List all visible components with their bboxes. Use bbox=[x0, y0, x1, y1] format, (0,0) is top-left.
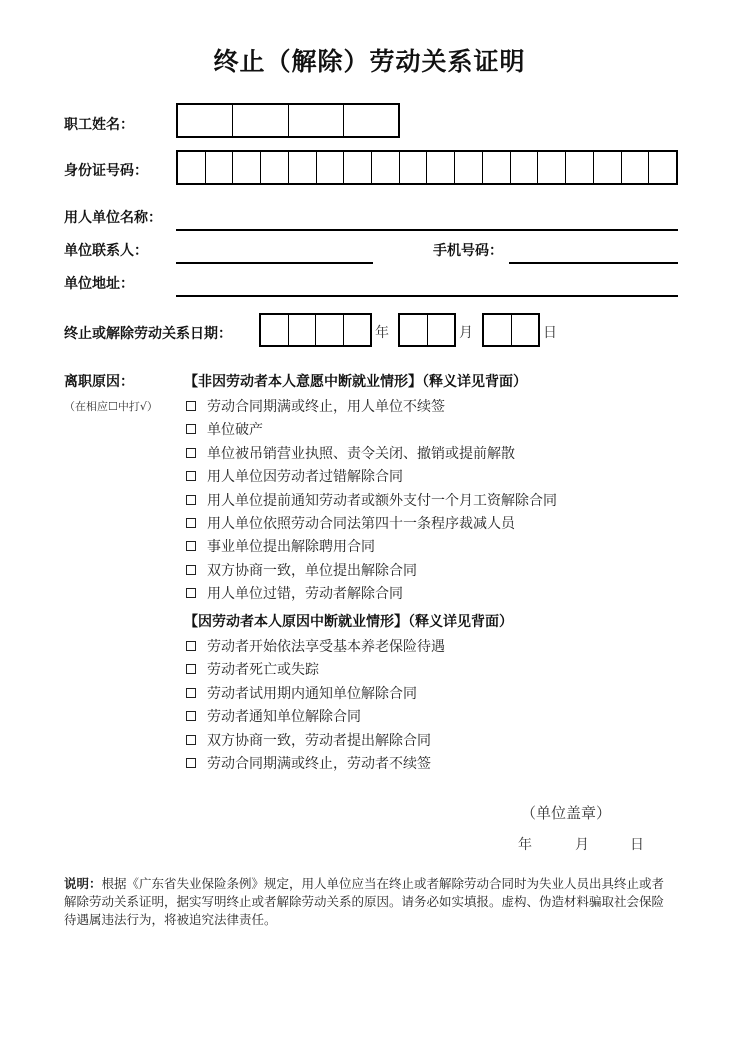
section2-option[interactable] bbox=[186, 730, 431, 750]
checkbox[interactable] bbox=[186, 711, 196, 721]
id-digit-box[interactable] bbox=[538, 152, 566, 183]
option-label: 双方协商一致，劳动者提出解除合同 bbox=[207, 732, 431, 749]
employee-name-label: 职工姓名： bbox=[64, 117, 134, 133]
section2-option[interactable] bbox=[186, 683, 417, 703]
option-label: 劳动者死亡或失踪 bbox=[207, 662, 319, 679]
digit-box[interactable] bbox=[289, 315, 317, 345]
checkbox[interactable] bbox=[186, 495, 196, 505]
option-label: 事业单位提出解除聘用合同 bbox=[207, 539, 375, 556]
checkbox[interactable] bbox=[186, 471, 196, 481]
id-digit-box[interactable] bbox=[317, 152, 345, 183]
section2-option[interactable] bbox=[186, 659, 319, 679]
day-boxes[interactable] bbox=[482, 313, 540, 347]
id-digit-box[interactable] bbox=[206, 152, 234, 183]
id-number-label: 身份证号码： bbox=[64, 163, 148, 179]
section1-option[interactable] bbox=[186, 583, 403, 603]
id-digit-box[interactable] bbox=[400, 152, 428, 183]
id-digit-box[interactable] bbox=[427, 152, 455, 183]
id-digit-box[interactable] bbox=[566, 152, 594, 183]
id-digit-box[interactable] bbox=[344, 152, 372, 183]
option-label: 劳动者开始依法享受基本养老保险待遇 bbox=[207, 639, 445, 655]
char-box[interactable] bbox=[344, 105, 398, 136]
leave-reason-label: 离职原因： bbox=[64, 374, 134, 390]
section1-option[interactable] bbox=[186, 396, 445, 416]
section2-option[interactable] bbox=[186, 706, 361, 726]
checkbox-hint: （在相应☐中打√） bbox=[64, 400, 158, 413]
checkbox[interactable] bbox=[186, 588, 196, 598]
checkbox[interactable] bbox=[186, 424, 196, 434]
checkbox[interactable] bbox=[186, 518, 196, 528]
section1-option[interactable] bbox=[186, 466, 403, 486]
section1-option[interactable] bbox=[186, 513, 515, 533]
option-label: 劳动合同期满或终止，劳动者不续签 bbox=[207, 756, 431, 772]
char-box[interactable] bbox=[178, 105, 233, 136]
checkbox[interactable] bbox=[186, 541, 196, 551]
note-prefix: 说明： bbox=[64, 876, 102, 891]
option-label: 用人单位提前通知劳动者或额外支付一个月工资解除合同 bbox=[207, 492, 557, 509]
address-line[interactable] bbox=[176, 295, 678, 297]
address-label: 单位地址： bbox=[64, 276, 134, 292]
char-box[interactable] bbox=[289, 105, 344, 136]
checkbox[interactable] bbox=[186, 448, 196, 458]
stamp-month-unit: 月 bbox=[575, 837, 589, 853]
id-digit-box[interactable] bbox=[511, 152, 539, 183]
section1-option[interactable] bbox=[186, 490, 557, 510]
phone-line[interactable] bbox=[509, 262, 678, 264]
option-label: 单位破产 bbox=[207, 422, 263, 439]
id-digit-box[interactable] bbox=[649, 152, 676, 183]
month-unit: 月 bbox=[459, 325, 473, 341]
char-box[interactable] bbox=[233, 105, 288, 136]
digit-box[interactable] bbox=[512, 315, 539, 345]
id-number-boxes[interactable] bbox=[176, 150, 678, 185]
termination-date-label: 终止或解除劳动关系日期： bbox=[64, 326, 232, 342]
digit-box[interactable] bbox=[261, 315, 289, 345]
section1-title: 【非因劳动者本人意愿中断就业情形】（释义详见背面） bbox=[184, 374, 527, 390]
section1-option[interactable] bbox=[186, 560, 417, 580]
option-label: 劳动合同期满或终止，用人单位不续签 bbox=[207, 399, 445, 415]
contact-person-line[interactable] bbox=[176, 262, 373, 264]
checkbox[interactable] bbox=[186, 735, 196, 745]
section2-option[interactable] bbox=[186, 753, 431, 773]
contact-person-label: 单位联系人： bbox=[64, 243, 148, 259]
checkbox[interactable] bbox=[186, 688, 196, 698]
day-unit: 日 bbox=[543, 325, 557, 341]
id-digit-box[interactable] bbox=[455, 152, 483, 183]
year-boxes[interactable] bbox=[259, 313, 372, 347]
option-label: 双方协商一致，单位提出解除合同 bbox=[207, 562, 417, 579]
id-digit-box[interactable] bbox=[483, 152, 511, 183]
id-digit-box[interactable] bbox=[233, 152, 261, 183]
digit-box[interactable] bbox=[484, 315, 512, 345]
section2-option[interactable] bbox=[186, 636, 445, 656]
digit-box[interactable] bbox=[428, 315, 455, 345]
id-digit-box[interactable] bbox=[594, 152, 622, 183]
phone-label: 手机号码： bbox=[433, 243, 503, 259]
employer-name-line[interactable] bbox=[176, 229, 678, 231]
option-label: 用人单位因劳动者过错解除合同 bbox=[207, 469, 403, 486]
note-text: 根据《广东省失业保险条例》规定，用人单位应当在终止或者解除劳动合同时为失业人员出具终止或者解除劳动关系证明，据实写明终止或者解除劳动关系的原因。请务必如实填报。虚构、伪造材料骗取社会保险待遇属违法行为，将被追究法律责任。 bbox=[64, 876, 665, 927]
month-boxes[interactable] bbox=[398, 313, 456, 347]
page-title: 终止（解除）劳动关系证明 bbox=[213, 47, 526, 76]
option-label: 用人单位依照劳动合同法第四十一条程序裁减人员 bbox=[207, 516, 515, 532]
id-digit-box[interactable] bbox=[622, 152, 650, 183]
employee-name-boxes[interactable] bbox=[176, 103, 400, 138]
section2-title: 【因劳动者本人原因中断就业情形】（释义详见背面） bbox=[184, 614, 513, 630]
checkbox[interactable] bbox=[186, 641, 196, 651]
explanation-note bbox=[64, 875, 676, 929]
section1-option[interactable] bbox=[186, 536, 375, 556]
option-label: 单位被吊销营业执照、责令关闭、撤销或提前解散 bbox=[207, 445, 515, 462]
employer-name-label: 用人单位名称： bbox=[64, 210, 162, 226]
digit-box[interactable] bbox=[316, 315, 344, 345]
year-unit: 年 bbox=[375, 325, 389, 341]
digit-box[interactable] bbox=[400, 315, 428, 345]
option-label: 劳动者试用期内通知单位解除合同 bbox=[207, 685, 417, 702]
stamp-day-unit: 日 bbox=[630, 837, 644, 853]
section1-option[interactable] bbox=[186, 419, 263, 439]
section1-option[interactable] bbox=[186, 443, 515, 463]
id-digit-box[interactable] bbox=[261, 152, 289, 183]
digit-box[interactable] bbox=[344, 315, 371, 345]
id-digit-box[interactable] bbox=[178, 152, 206, 183]
checkbox[interactable] bbox=[186, 401, 196, 411]
option-label: 劳动者通知单位解除合同 bbox=[207, 709, 361, 726]
unit-stamp-label: （单位盖章） bbox=[521, 804, 612, 822]
id-digit-box[interactable] bbox=[372, 152, 400, 183]
checkbox[interactable] bbox=[186, 758, 196, 768]
stamp-year-unit: 年 bbox=[518, 837, 532, 853]
id-digit-box[interactable] bbox=[289, 152, 317, 183]
checkbox[interactable] bbox=[186, 664, 196, 674]
option-label: 用人单位过错，劳动者解除合同 bbox=[207, 586, 403, 603]
checkbox[interactable] bbox=[186, 565, 196, 575]
